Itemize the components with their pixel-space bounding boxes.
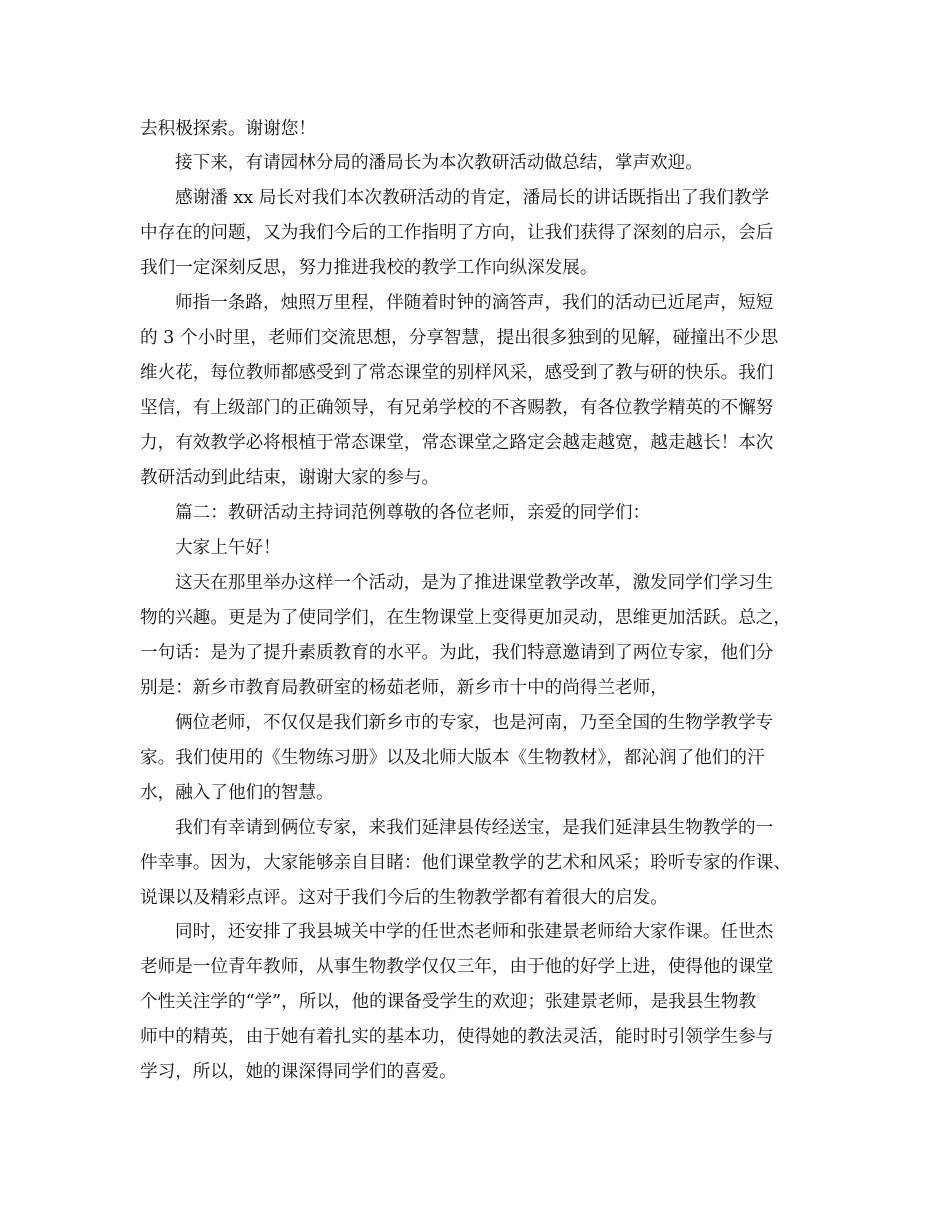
text-line: 说课以及精彩点评。这对于我们今后的生物教学都有着很大的启发。 (140, 888, 668, 908)
text-line: 别是：新乡市教育局教研室的杨茹老师，新乡市十中的尚得兰老师， (140, 678, 668, 698)
text-line: 水，融入了他们的智慧。 (140, 783, 334, 803)
text-line: 件幸事。因为，大家能够亲自目睹：他们课堂教学的艺术和风采；聆听专家的作课、 (140, 853, 791, 873)
text-line: 老师是一位青年教师，从事生物教学仅仅三年，由于他的好学上进，使得他的课堂 (140, 957, 774, 977)
text-line: 维火花，每位教师都感受到了常态课堂的别样风采，感受到了教与研的快乐。我们 (140, 363, 774, 383)
text-line: 学习，所以，她的课深得同学们的喜爱。 (140, 1062, 457, 1082)
text-line: 我们一定深刻反思，努力推进我校的教学工作向纵深发展。 (140, 258, 598, 278)
text-line: 同时，还安排了我县城关中学的任世杰老师和张建景老师给大家作课。任世杰 (175, 922, 774, 942)
text-line: 坚信，有上级部门的正确领导，有兄弟学校的不吝赐教，有各位教学精英的不懈努 (140, 398, 774, 418)
text-line: 一句话：是为了提升素质教育的水平。为此，我们特意邀请到了两位专家，他们分 (140, 643, 774, 663)
text-line: 师中的精英，由于她有着扎实的基本功，使得她的教法灵活，能时时引领学生参与 (140, 1027, 774, 1047)
text-line: 篇二：教研活动主持词范例尊敬的各位老师，亲爱的同学们： (175, 503, 651, 523)
text-line: 的 3 个小时里，老师们交流思想，分享智慧，提出很多独到的见解，碰撞出不少思 (140, 328, 779, 348)
text-line: 去积极探索。谢谢您！ (140, 119, 316, 139)
text-line: 个性关注学的“学”，所以，他的课备受学生的欢迎；张建景老师，是我县生物教 (140, 992, 757, 1012)
text-line: 这天在那里举办这样一个活动，是为了推进课堂教学改革，激发同学们学习生 (175, 573, 774, 593)
text-line: 接下来，有请园林分局的潘局长为本次教研活动做总结，掌声欢迎。 (175, 153, 703, 173)
text-line: 感谢潘 xx 局长对我们本次教研活动的肯定，潘局长的讲话既指出了我们教学 (175, 188, 770, 208)
text-line: 物的兴趣。更是为了使同学们，在生物课堂上变得更加灵动，思维更加活跃。总之， (140, 608, 791, 628)
text-line: 我们有幸请到俩位专家，来我们延津县传经送宝，是我们延津县生物教学的一 (175, 818, 774, 838)
text-line: 教研活动到此结束，谢谢大家的参与。 (140, 468, 440, 488)
text-line: 家。我们使用的《生物练习册》以及北师大版本《生物教材》，都沁润了他们的汗 (140, 748, 765, 768)
text-line: 大家上午好！ (175, 538, 281, 558)
text-line: 力，有效教学必将根植于常态课堂，常态课堂之路定会越走越宽，越走越长！本次 (140, 433, 774, 453)
text-line: 师指一条路，烛照万里程，伴随着时钟的滴答声，我们的活动已近尾声，短短 (175, 293, 774, 313)
text-line: 中存在的问题，又为我们今后的工作指明了方向，让我们获得了深刻的启示，会后 (140, 223, 774, 243)
text-line: 俩位老师，不仅仅是我们新乡市的专家，也是河南，乃至全国的生物学教学专 (175, 713, 774, 733)
